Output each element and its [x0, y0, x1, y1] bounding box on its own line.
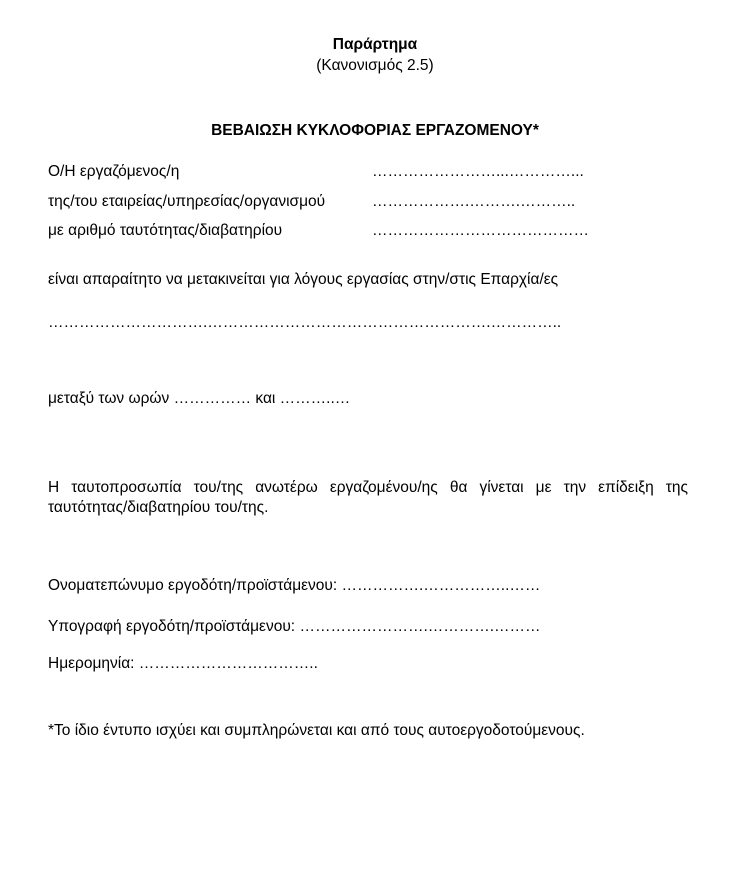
district-blank: ………………………….……………………………………………….…………..: [48, 314, 562, 331]
employer-signature-line: [48, 617, 541, 637]
form-title: ΒΕΒΑΙΩΣΗ ΚΥΚΛΟΦΟΡΙΑΣ ΕΡΓΑΖΟΜΕΝΟΥ*: [211, 122, 539, 139]
date-blank: ……………………………..: [138, 655, 318, 672]
annex-title: Παράρτημα: [332, 36, 418, 53]
employer-signature-label: Υπογραφή εργοδότη/προϊστάμενου:: [48, 618, 296, 635]
employer-name-line: [48, 576, 540, 596]
company-blank: ……………….……….………..: [372, 193, 576, 210]
regulation-reference: (Κανονισμός 2.5): [316, 57, 434, 74]
movement-text: είναι απαραίτητο να μετακινείται για λόγους εργασίας στην/στις Επαρχία/ες: [48, 271, 559, 288]
date-line: [48, 654, 318, 674]
identification-text: Η ταυτοπροσωπία του/της ανωτέρω εργαζομένου/ης θα γίνεται με την επίδειξη της ταυτότητας/διαβατηρίου του/της.: [48, 479, 688, 516]
employee-name-blank: ……………………...…………...: [372, 163, 584, 180]
employee-name-label: Ο/Η εργαζόμενος/η: [48, 163, 180, 180]
id-number-blank: ……………………………………: [372, 222, 589, 239]
hours-label: μεταξύ των ωρών: [48, 390, 170, 407]
date-label: Ημερομηνία:: [48, 655, 135, 672]
company-label: της/του εταιρείας/υπηρεσίας/οργανισμού: [48, 193, 326, 210]
hours-to-blank: ………..…: [279, 390, 351, 407]
employer-name-blank: …………….……………..……: [341, 577, 541, 594]
hours-line: [48, 389, 350, 409]
footnote: *Το ίδιο έντυπο ισχύει και συμπληρώνεται και από τους αυτοεργοδοτούμενους.: [48, 722, 585, 739]
hours-and-label: και: [255, 390, 276, 407]
hours-from-blank: ……………: [173, 390, 252, 407]
employer-signature-blank: …………………….………….………: [299, 618, 541, 635]
id-number-label: με αριθμό ταυτότητας/διαβατηρίου: [48, 222, 283, 239]
employer-name-label: Ονοματεπώνυμο εργοδότη/προϊστάμενου:: [48, 577, 338, 594]
